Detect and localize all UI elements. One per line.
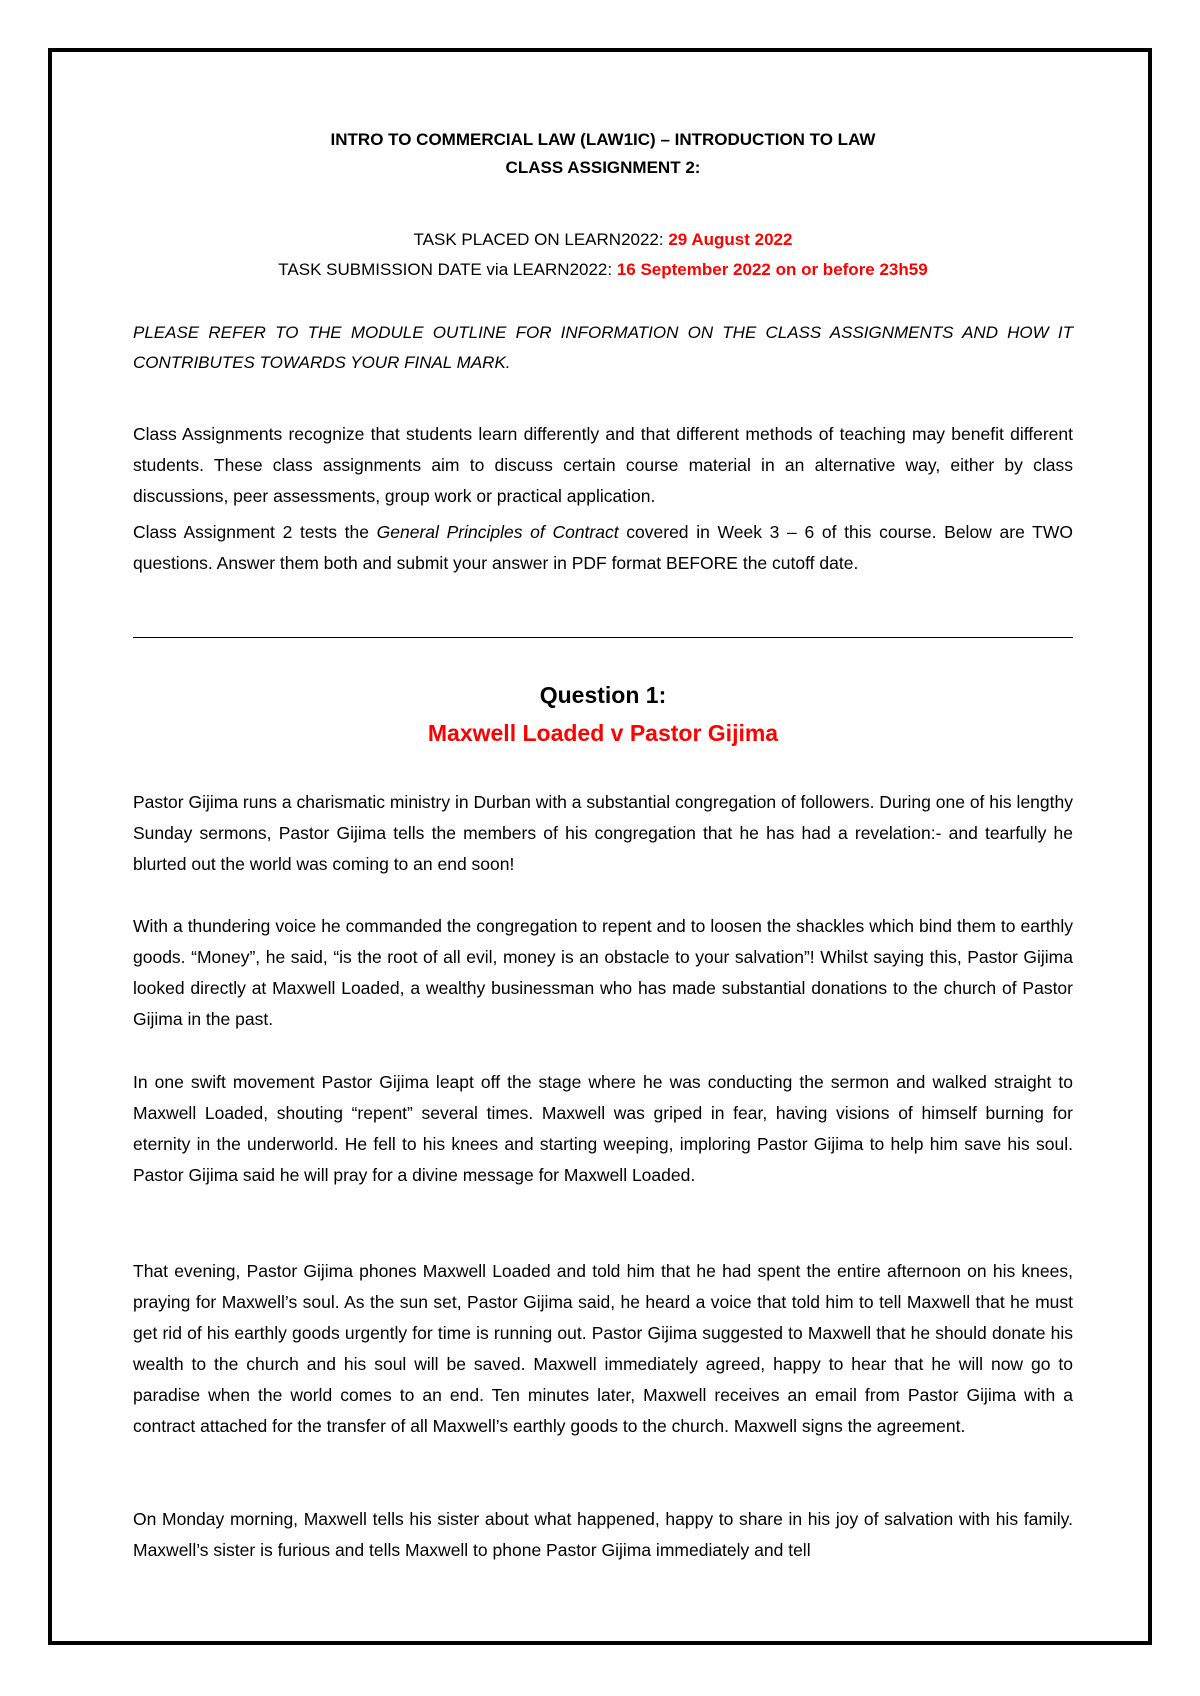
intro-paragraph-1: Class Assignments recognize that students learn differently and that different methods of teaching may benefit different students. These class assignments aim to discuss certain course material in an alternative way, either by class discussions, peer assessments, group work or practical application. xyxy=(133,424,1073,506)
intro-text-after: covered in Week 3 – 6 of this course. Below are TWO questions. Answer them both and submit your answer in PDF format BEFORE the cutoff date. xyxy=(133,522,1073,573)
course-title: INTRO TO COMMERCIAL LAW (LAW1IC) – INTRODUCTION TO LAW xyxy=(330,130,876,149)
case-name: Maxwell Loaded v Pastor Gijima xyxy=(427,720,779,746)
intro-text-before: Class Assignment 2 tests the xyxy=(133,522,377,542)
question-paragraph: On Monday morning, Maxwell tells his sister about what happened, happy to share in his joy of salvation with his family. Maxwell’s sister is furious and tells Maxwell to phone Pastor Gijima immediately and tell xyxy=(133,1509,1073,1560)
intro-italic-topic: General Principles of Contract xyxy=(376,522,619,542)
submission-date-line xyxy=(133,255,1073,285)
submission-label: TASK SUBMISSION DATE via LEARN2022: xyxy=(278,260,617,279)
placed-label: TASK PLACED ON LEARN2022: xyxy=(413,230,669,249)
task-dates xyxy=(133,225,1073,285)
assignment-title: CLASS ASSIGNMENT 2: xyxy=(505,158,701,177)
document-header xyxy=(133,126,1073,182)
question-title: Question 1: xyxy=(539,682,667,708)
section-divider xyxy=(133,637,1073,638)
question-paragraph: That evening, Pastor Gijima phones Maxwell Loaded and told him that he had spent the entire afternoon on his knees, praying for Maxwell’s soul. As the sun set, Pastor Gijima said, he heard a voice that told him to tell Maxwell that he must get rid of his earthly goods urgently for time is running out. Pastor Gijima suggested to Maxwell that he should donate his wealth to the church and his soul will be saved. Maxwell immediately agreed, happy to hear that he will now go to paradise when the world comes to an end. Ten minutes later, Maxwell receives an email from Pastor Gijima with a contract attached for the transfer of all Maxwell’s earthly goods to the church. Maxwell signs the agreement. xyxy=(133,1261,1073,1436)
question-paragraph: With a thundering voice he commanded the congregation to repent and to loosen the shackles which bind them to earthly goods. “Money”, he said, “is the root of all evil, money is an obstacle to your salvation”! Whilst saying this, Pastor Gijima looked directly at Maxwell Loaded, a wealthy businessman who has made substantial donations to the church of Pastor Gijima in the past. xyxy=(133,916,1073,1029)
question-paragraph: In one swift movement Pastor Gijima leapt off the stage where he was conducting the sermon and walked straight to Maxwell Loaded, shouting “repent” several times. Maxwell was griped in fear, having visions of himself burning for eternity in the underworld. He fell to his knees and starting weeping, imploring Pastor Gijima to help him save his soul. Pastor Gijima said he will pray for a divine message for Maxwell Loaded. xyxy=(133,1072,1073,1185)
question-paragraph: Pastor Gijima runs a charismatic ministry in Durban with a substantial congregation of followers. During one of his lengthy Sunday sermons, Pastor Gijima tells the members of his congregation that he has had a revelation:- and tearfully he blurted out the world was coming to an end soon! xyxy=(133,792,1073,874)
module-outline-note: PLEASE REFER TO THE MODULE OUTLINE FOR INFORMATION ON THE CLASS ASSIGNMENTS AND HOW IT CONTRIBUTES TOWARDS YOUR FINAL MARK. xyxy=(133,323,1073,372)
submission-date: 16 September 2022 on or before 23h59 xyxy=(616,260,928,279)
placed-date: 29 August 2022 xyxy=(668,230,793,249)
placed-date-line xyxy=(133,225,1073,255)
intro-paragraph-2 xyxy=(133,517,1073,579)
